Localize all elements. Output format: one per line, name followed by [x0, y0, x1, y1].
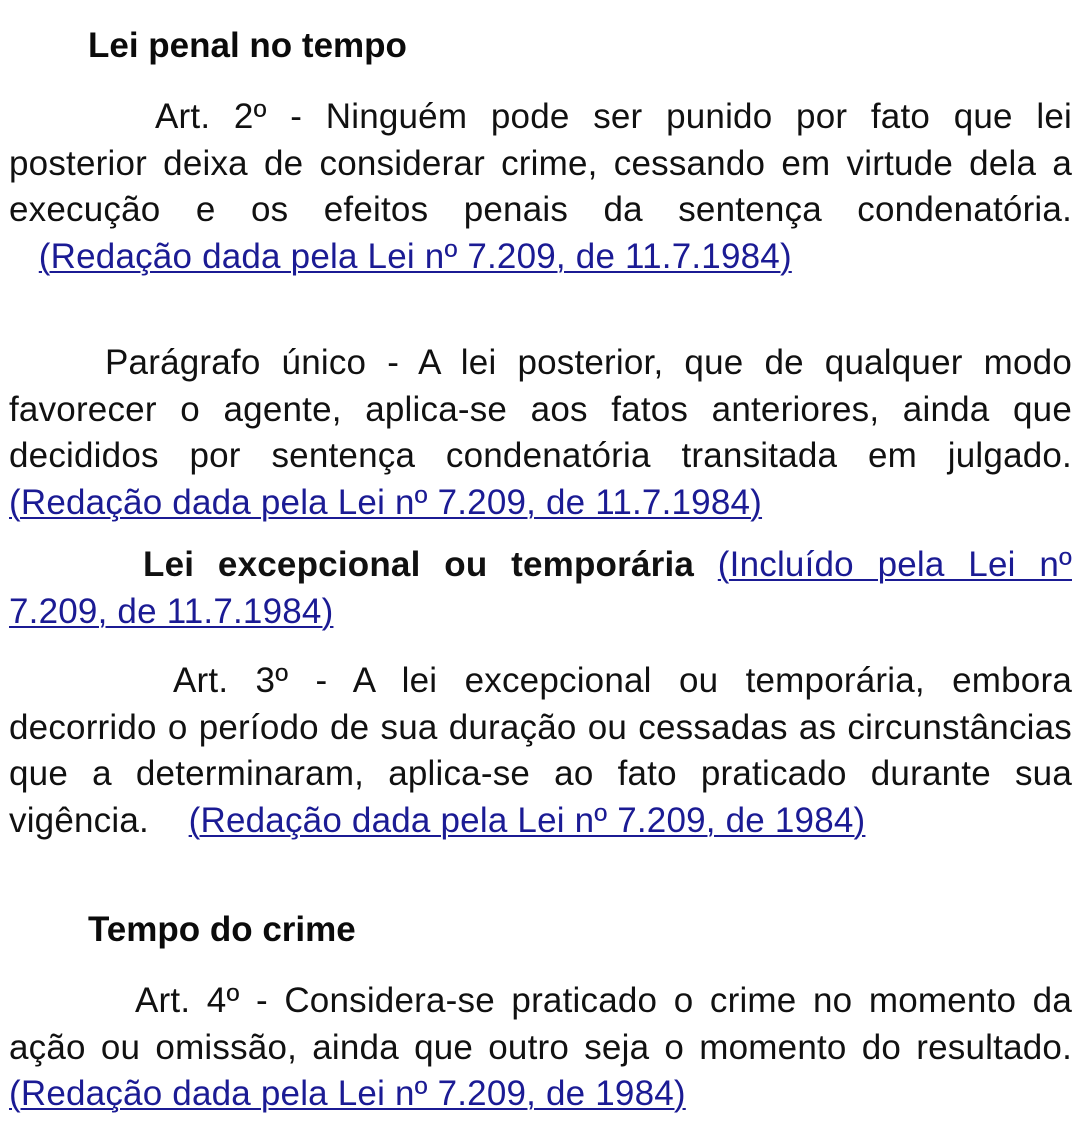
article-2 [9, 94, 1072, 280]
section-heading-lei-excepcional [9, 542, 1072, 635]
article-4 [9, 978, 1072, 1118]
section-heading-lei-penal-no-tempo: Lei penal no tempo [88, 26, 407, 65]
article-3-text: Art. 3º - A lei excepcional ou temporária, embora decorrido o período de sua duração ou cessadas as circunstâncias que a determinaram, aplica-se ao fato praticado durante sua vigência. [9, 661, 1072, 840]
section-heading-text: Lei excepcional ou temporária [143, 545, 695, 584]
article-3-amendment-link[interactable]: (Redação dada pela Lei nº 7.209, de 1984) [188, 800, 866, 840]
article-4-amendment-link[interactable]: (Redação dada pela Lei nº 7.209, de 1984) [9, 1074, 686, 1113]
article-3 [9, 658, 1072, 844]
section-heading-inclusion-link[interactable]: (Incluído pela Lei nº 7.209, de 11.7.1984) [9, 545, 1072, 631]
article-4-text: Art. 4º - Considera-se praticado o crime no momento da ação ou omissão, ainda que outro seja o momento do resultado. [9, 981, 1072, 1067]
article-2-sole-paragraph [9, 340, 1072, 526]
article-2-text: Art. 2º - Ninguém pode ser punido por fato que lei posterior deixa de considerar crime, cessando em virtude dela a execução e os efeitos penais da sentença condenatória. [9, 97, 1072, 229]
previous-content-remnant [0, 0, 1080, 4]
article-2-amendment-link[interactable]: (Redação dada pela Lei nº 7.209, de 11.7.1984) [38, 236, 792, 276]
sole-paragraph-text: Parágrafo único - A lei posterior, que de qualquer modo favorecer o agente, aplica-se aos fatos anteriores, ainda que decididos por sentença condenatória transitada em julgado. [9, 343, 1072, 475]
section-heading-tempo-do-crime: Tempo do crime [88, 910, 356, 949]
sole-paragraph-amendment-link[interactable]: (Redação dada pela Lei nº 7.209, de 11.7.1984) [9, 482, 763, 522]
